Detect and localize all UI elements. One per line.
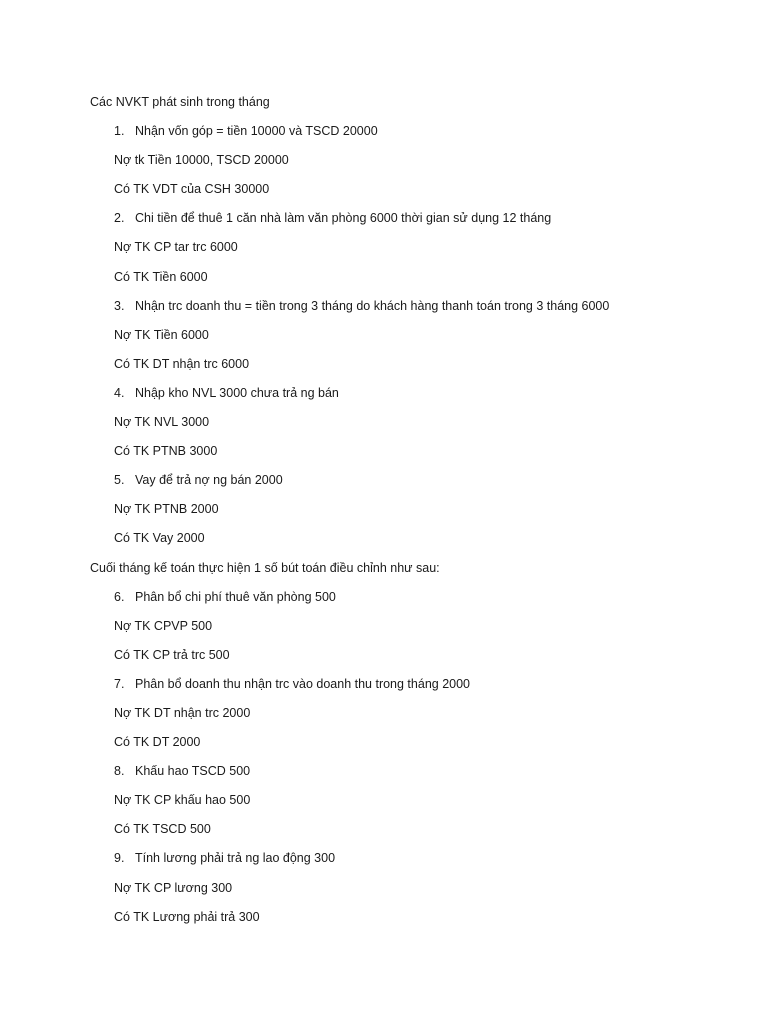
item-description: Phân bổ chi phí thuê văn phòng 500 <box>135 589 336 604</box>
item-description: Nhập kho NVL 3000 chưa trả ng bán <box>135 385 339 400</box>
item-description: Nhận trc doanh thu = tiền trong 3 tháng do khách hàng thanh toán trong 3 tháng 6000 <box>135 298 610 313</box>
debit-entry: Nợ TK CP khấu hao 500 <box>114 793 251 808</box>
item-number: 1. <box>114 124 125 139</box>
debit-entry: Nợ TK PTNB 2000 <box>114 502 219 517</box>
item-description: Tính lương phải trả ng lao động 300 <box>135 851 336 866</box>
credit-entry: Có TK VDT của CSH 30000 <box>114 182 270 197</box>
transaction-item <box>90 384 730 413</box>
debit-entry: Nợ TK NVL 3000 <box>114 415 210 430</box>
adjustment-item <box>90 849 730 878</box>
item-number: 3. <box>114 298 125 313</box>
transaction-item <box>90 297 730 326</box>
item-description: Phân bổ doanh thu nhận trc vào doanh thu trong tháng 2000 <box>135 676 470 691</box>
credit-entry: Có TK DT 2000 <box>114 735 201 750</box>
item-number: 6. <box>114 589 125 604</box>
credit-entry: Có TK TSCD 500 <box>114 822 211 837</box>
debit-entry: Nợ TK CPVP 500 <box>114 618 213 633</box>
credit-entry: Có TK PTNB 3000 <box>114 444 218 459</box>
debit-entry: Nợ tk Tiền 10000, TSCD 20000 <box>114 153 289 168</box>
document-body <box>90 93 730 937</box>
item-number: 5. <box>114 473 125 488</box>
section-heading-transactions: Các NVKT phát sinh trong tháng <box>90 95 270 109</box>
transaction-item <box>90 122 730 151</box>
item-number: 4. <box>114 385 125 400</box>
credit-entry: Có TK DT nhận trc 6000 <box>114 356 250 371</box>
section-heading-adjustments: Cuối tháng kế toán thực hiện 1 số bút toán điều chỉnh như sau: <box>90 560 440 575</box>
credit-entry: Có TK CP trả trc 500 <box>114 647 230 662</box>
credit-entry: Có TK Vay 2000 <box>114 531 205 546</box>
item-description: Chi tiền để thuê 1 căn nhà làm văn phòng 6000 thời gian sử dụng 12 tháng <box>135 211 552 226</box>
item-number: 8. <box>114 764 125 779</box>
debit-entry: Nợ TK Tiền 6000 <box>114 327 209 342</box>
debit-entry: Nợ TK CP lương 300 <box>114 880 233 895</box>
item-description: Nhận vốn góp = tiền 10000 và TSCD 20000 <box>135 124 378 139</box>
debit-entry: Nợ TK DT nhận trc 2000 <box>114 705 251 720</box>
adjustment-item <box>90 762 730 791</box>
transaction-item <box>90 209 730 238</box>
transaction-item <box>90 471 730 500</box>
item-description: Vay để trả nợ ng bán 2000 <box>135 473 283 488</box>
credit-entry: Có TK Lương phải trả 300 <box>114 909 260 924</box>
item-number: 7. <box>114 676 125 691</box>
item-number: 9. <box>114 851 125 866</box>
item-number: 2. <box>114 211 125 226</box>
adjustment-item <box>90 675 730 704</box>
credit-entry: Có TK Tiền 6000 <box>114 269 208 284</box>
adjustment-item <box>90 588 730 617</box>
item-description: Khấu hao TSCD 500 <box>135 764 251 779</box>
debit-entry: Nợ TK CP tar trc 6000 <box>114 240 238 255</box>
